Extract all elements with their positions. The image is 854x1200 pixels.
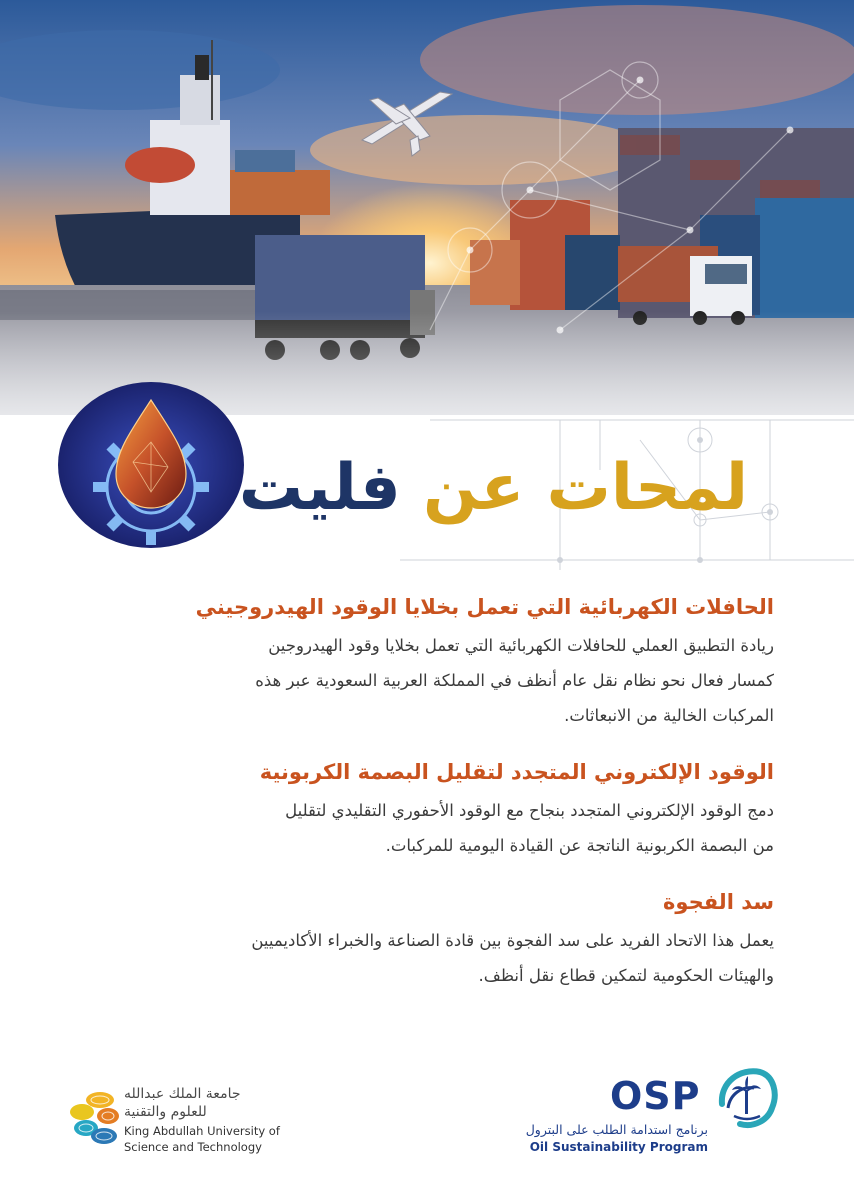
kaust-rings-logo-icon <box>66 1088 122 1150</box>
osp-arabic-name: برنامج استدامة الطلب على البترول <box>525 1122 708 1137</box>
section-hydrogen-buses <box>80 590 774 733</box>
body-line: كمسار فعال نحو نظام نقل عام أنظف في المملكة العربية السعودية عبر هذه <box>255 671 774 690</box>
title-word-1: لمحات <box>546 451 748 525</box>
droplet-gear-icon <box>58 382 244 548</box>
title-word-2: عن <box>423 451 525 525</box>
section-heading: سد الفجوة <box>663 890 774 914</box>
kaust-english-line-2: Science and Technology <box>124 1140 262 1154</box>
body-line: يعمل هذا الاتحاد الفريد على سد الفجوة بين قادة الصناعة والخبراء الأكاديميين <box>251 931 774 950</box>
section-bridging-gap <box>80 885 774 993</box>
body-line: دمج الوقود الإلكتروني المتجدد بنجاح مع الوقود الأحفوري التقليدي لتقليل <box>285 801 774 820</box>
kaust-english-line-1: King Abdullah University of <box>124 1124 280 1138</box>
section-heading: الحافلات الكهربائية التي تعمل بخلايا الوقود الهيدروجيني <box>195 595 774 619</box>
section-e-fuel <box>80 755 774 863</box>
section-heading: الوقود الإلكتروني المتجدد لتقليل البصمة الكربونية <box>259 760 774 784</box>
content-sections <box>80 590 774 1015</box>
section-body <box>80 923 774 993</box>
osp-wordmark: OSP <box>610 1074 701 1118</box>
kaust-arabic-line-1: جامعة الملك عبدالله <box>124 1086 241 1102</box>
page-title <box>239 448 748 528</box>
title-word-3: فليت <box>238 451 401 525</box>
palm-swords-logo-icon <box>714 1064 780 1134</box>
body-line: من البصمة الكربونية الناتجة عن القيادة اليومية للمركبات. <box>385 836 774 855</box>
body-line: المركبات الخالية من الانبعاثات. <box>564 706 774 725</box>
section-body <box>80 628 774 733</box>
kaust-logo <box>66 1082 306 1162</box>
section-body <box>80 793 774 863</box>
body-line: والهيئات الحكومية لتمكين قطاع نقل أنظف. <box>478 966 774 985</box>
osp-english-name: Oil Sustainability Program <box>529 1140 708 1154</box>
body-line: ريادة التطبيق العملي للحافلات الكهربائية التي تعمل بخلايا وقود الهيدروجين <box>268 636 774 655</box>
kaust-arabic-line-2: للعلوم والتقنية <box>124 1104 207 1120</box>
osp-logo <box>525 1062 790 1162</box>
